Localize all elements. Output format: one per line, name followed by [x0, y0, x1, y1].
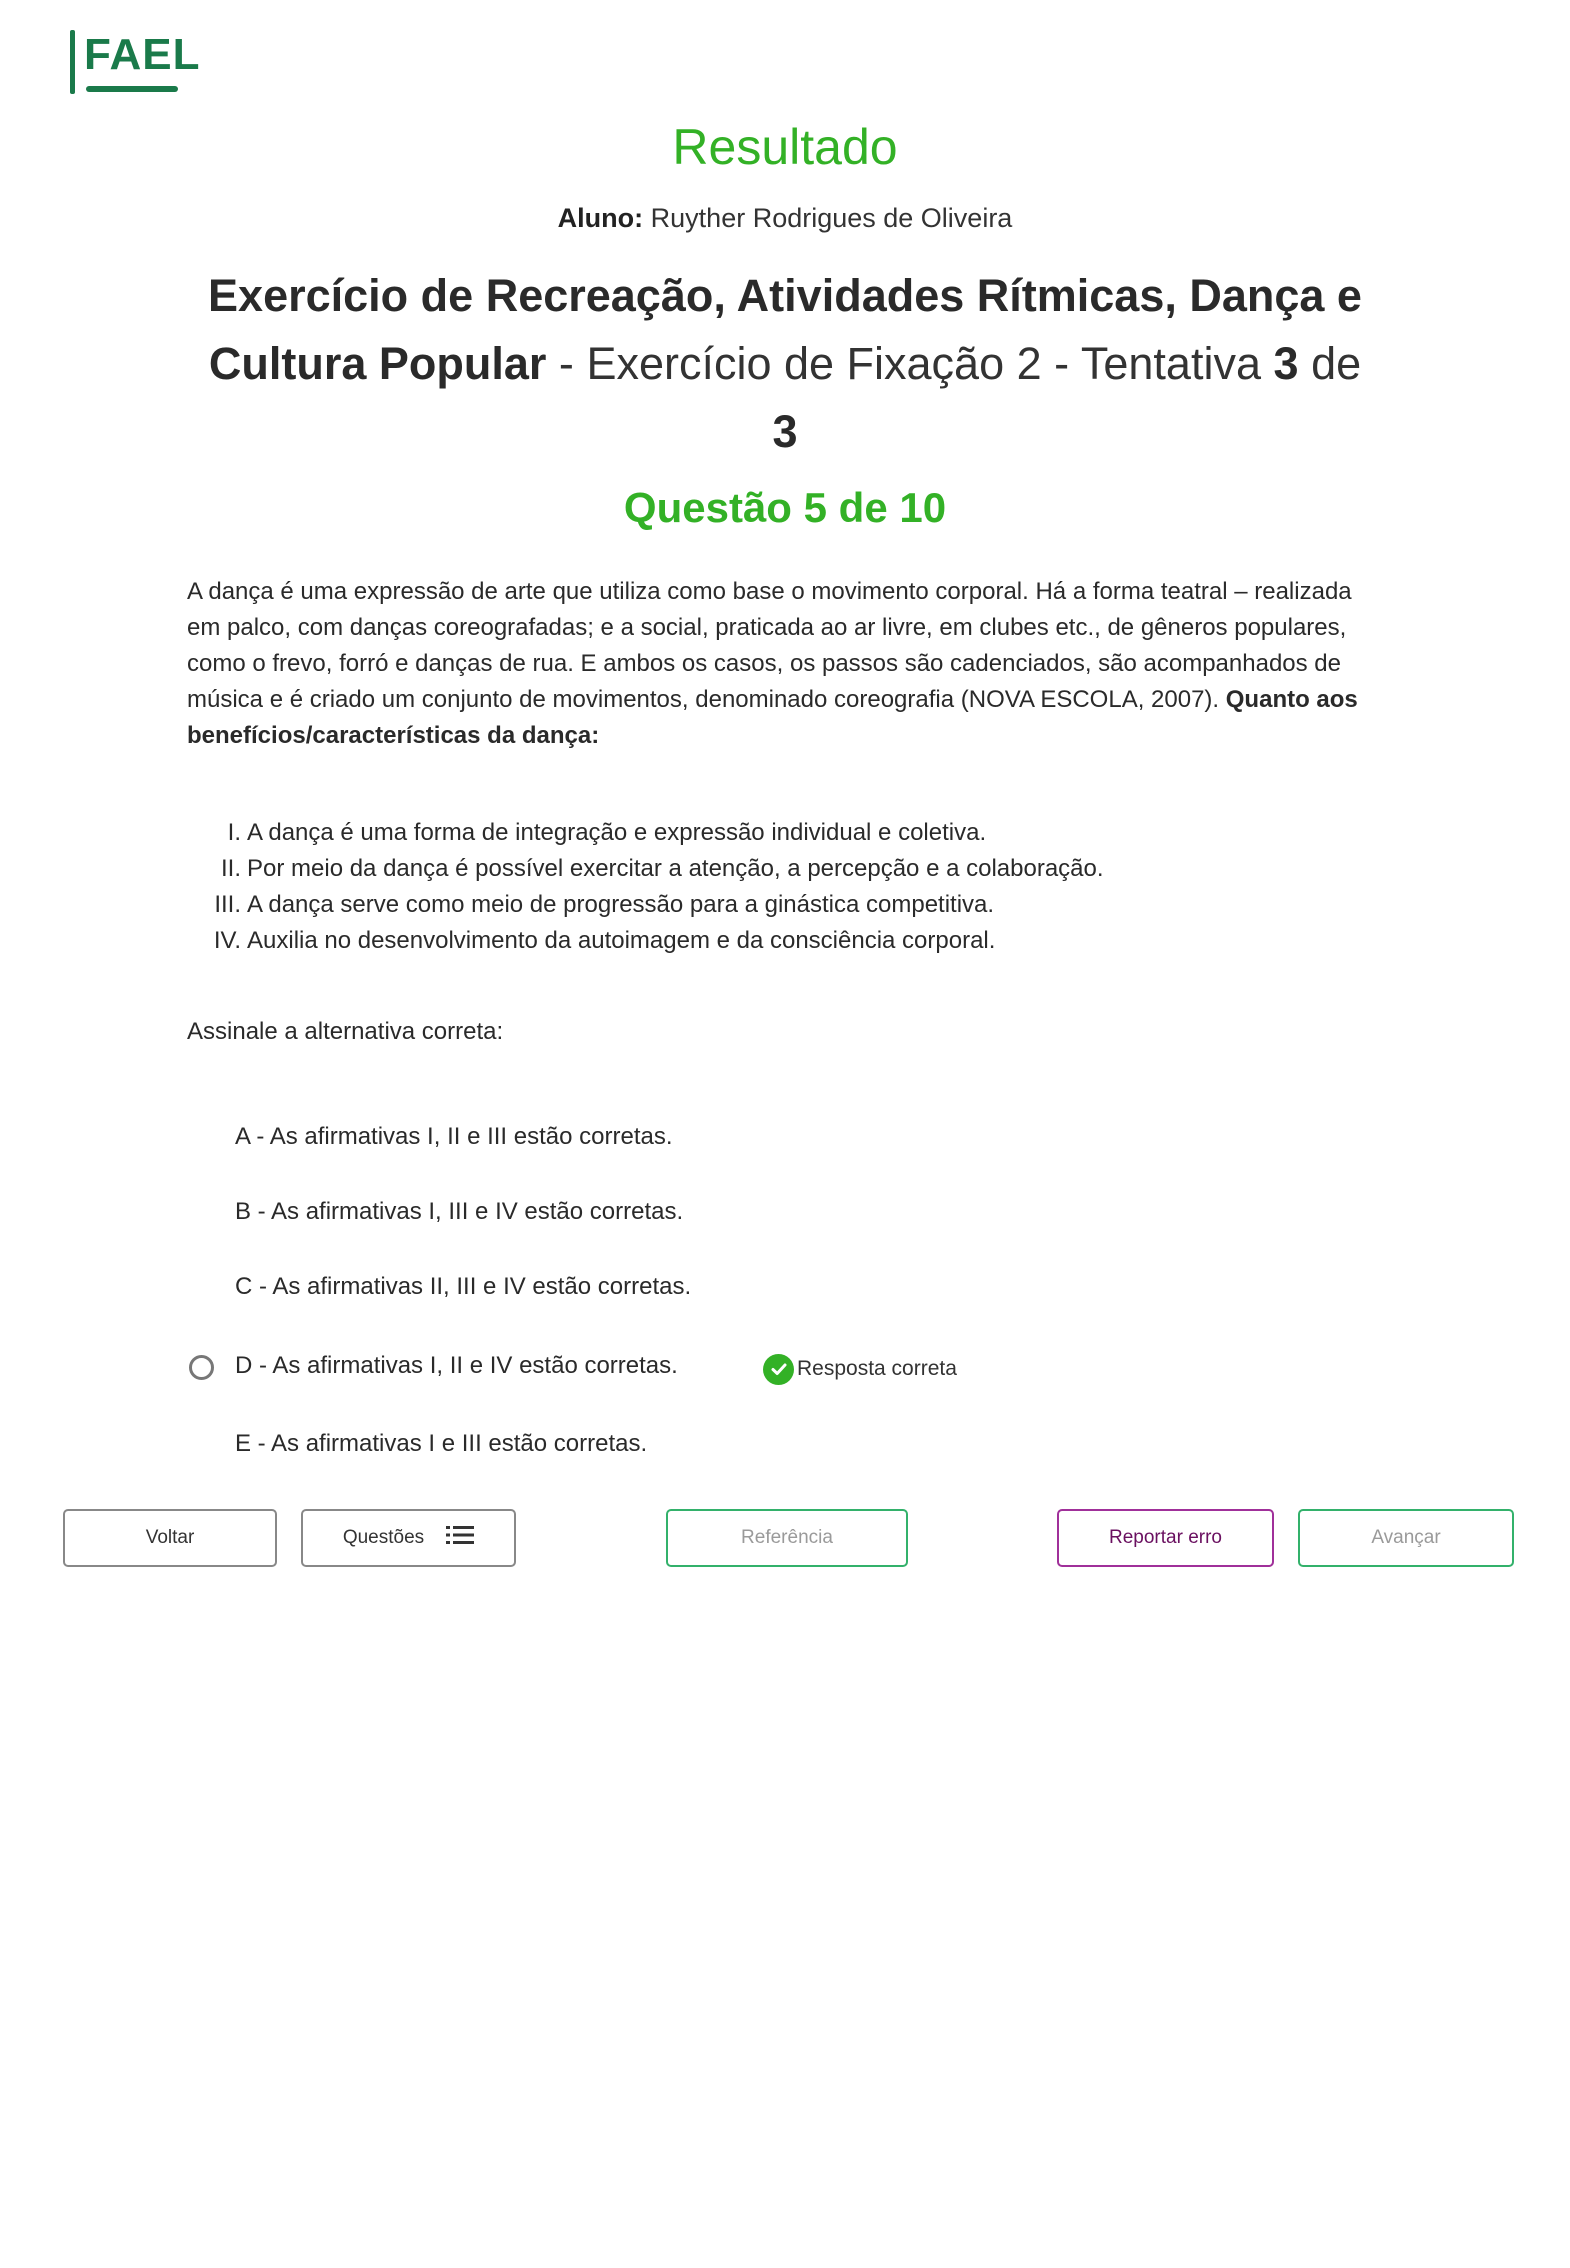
student-line [0, 203, 1570, 234]
fael-logo [70, 28, 201, 98]
item-number: I. [227, 819, 241, 846]
item-text: A dança é uma forma de integração e expressão individual e coletiva. [247, 819, 987, 846]
report-error-button-label: Reportar erro [1109, 1527, 1222, 1548]
attempt-of: de [1311, 338, 1362, 389]
item-text: Auxilia no desenvolvimento da autoimagem e da consciência corporal. [247, 927, 996, 954]
logo-text: FAEL [84, 30, 201, 79]
student-label: Aluno: [557, 203, 644, 233]
back-button-label: Voltar [145, 1527, 195, 1548]
report-error-button[interactable] [1057, 1509, 1274, 1567]
statement-items [187, 815, 1104, 959]
item-text: A dança serve como meio de progressão para a ginástica competitiva. [247, 891, 995, 918]
list-item [187, 851, 1104, 887]
statement-bold: Quanto aos benefícios/características da dança: [187, 686, 1358, 749]
alternative-c[interactable]: C - As afirmativas II, III e IV estão corretas. [235, 1273, 692, 1300]
check-circle-icon [763, 1354, 794, 1385]
list-item [187, 887, 1104, 923]
next-button[interactable] [1298, 1509, 1514, 1567]
questions-button[interactable] [301, 1509, 516, 1567]
item-number: II. [220, 855, 241, 882]
attempt-total: 3 [772, 406, 798, 457]
logo-bar [70, 30, 75, 94]
exercise-separator: - [558, 338, 574, 389]
list-item [187, 923, 1104, 959]
exercise-kind: Exercício de Fixação 2 [586, 338, 1042, 389]
logo-underline [86, 86, 178, 92]
page-title: Resultado [672, 119, 898, 175]
reference-button[interactable] [666, 1509, 908, 1567]
student-name: Ruyther Rodrigues de Oliveira [650, 203, 1013, 233]
exercise-subject: Exercício de Recreação, Atividades Rítmicas, Dança e Cultura Popular [208, 270, 1362, 389]
list-icon [446, 1525, 474, 1551]
alternative-d[interactable]: D - As afirmativas I, II e IV estão corretas. [235, 1352, 678, 1379]
question-title: Questão 5 de 10 [623, 484, 947, 531]
list-item [187, 815, 1104, 851]
exercise-title [185, 262, 1385, 466]
statement-text: A dança é uma expressão de arte que utiliza como base o movimento corporal. Há a forma teatral – realizada em palco, com danças coreografadas; e a social, praticada ao ar livre, em clubes etc., de gêneros populares, como o frevo, forró e danças de rua. E ambos os casos, os passos são cadenciados, são acompanhados de música e é criado um conjunto de movimentos, denominado coreografia (NOVA ESCOLA, 2007). [187, 578, 1352, 713]
alternative-a[interactable]: A - As afirmativas I, II e III estão corretas. [235, 1123, 673, 1150]
questions-button-label: Questões [342, 1527, 425, 1548]
exercise-separator-2: - [1054, 338, 1070, 389]
alternative-b[interactable]: B - As afirmativas I, III e IV estão corretas. [235, 1198, 684, 1225]
item-text: Por meio da dança é possível exercitar a atenção, a percepção e a colaboração. [247, 855, 1104, 882]
answer-prompt: Assinale a alternativa correta: [187, 1018, 504, 1045]
item-number: III. [214, 891, 241, 918]
back-button[interactable] [63, 1509, 277, 1567]
attempt-current: 3 [1273, 338, 1299, 389]
reference-button-label: Referência [741, 1527, 833, 1548]
item-number: IV. [213, 927, 241, 954]
correct-answer-badge [763, 1353, 957, 1385]
question-statement [187, 574, 1387, 754]
attempt-label: Tentativa [1080, 338, 1261, 389]
correct-answer-label: Resposta correta [797, 1357, 957, 1380]
next-button-label: Avançar [1371, 1527, 1441, 1548]
alternative-e[interactable]: E - As afirmativas I e III estão corretas. [235, 1430, 648, 1457]
alternative-d-radio[interactable] [189, 1355, 214, 1380]
